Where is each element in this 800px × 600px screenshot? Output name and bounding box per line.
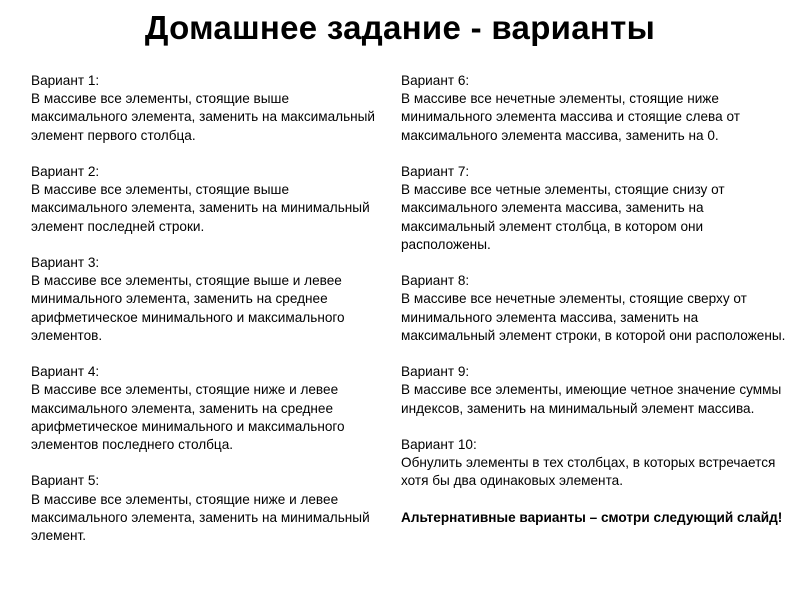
variant-text: В массиве все нечетные элементы, стоящие сверху от минимального элемента массива, заменить на максимальный элемент строки, в которой они расположены. bbox=[401, 291, 786, 343]
variant-text: В массиве все элементы, стоящие ниже и левее максимального элемента, заменить на среднее арифметическое минимального и максимального элементов последнего столбца. bbox=[31, 382, 345, 453]
variant-text: Обнулить элементы в тех столбцах, в которых встречается хотя бы два одинаковых элемента. bbox=[401, 455, 776, 489]
right-column bbox=[401, 72, 786, 527]
variant-8 bbox=[401, 272, 786, 345]
left-column bbox=[31, 72, 381, 563]
variant-5 bbox=[31, 472, 381, 545]
variant-text: В массиве все нечетные элементы, стоящие ниже минимального элемента массива и стоящие слева от максимального элемента массива, заменить на 0. bbox=[401, 91, 740, 143]
variant-text: В массиве все элементы, имеющие четное значение суммы индексов, заменить на минимальный элемент массива. bbox=[401, 382, 782, 416]
variant-1 bbox=[31, 72, 381, 145]
variant-2 bbox=[31, 163, 381, 236]
variant-heading: Вариант 3: bbox=[31, 255, 100, 270]
variant-9 bbox=[401, 363, 786, 418]
variant-text: В массиве все элементы, стоящие выше и левее минимального элемента, заменить на среднее арифметическое минимального и максимального элементов. bbox=[31, 273, 345, 343]
variant-text: В массиве все элементы, стоящие ниже и левее максимального элемента, заменить на минимальный элемент. bbox=[31, 491, 370, 544]
variant-heading: Вариант 9: bbox=[401, 364, 470, 380]
variant-heading: Вариант 2: bbox=[31, 164, 100, 179]
variant-text: В массиве все четные элементы, стоящие снизу от максимального элемента массива, заменить на максимальный элемент столбца, в котором они расположены. bbox=[401, 182, 725, 252]
variant-3 bbox=[31, 254, 381, 345]
variant-text: В массиве все элементы, стоящие выше максимального элемента, заменить на минимальный элемент последней строки. bbox=[31, 182, 370, 234]
variant-text: В массиве все элементы, стоящие выше максимального элемента, заменить на максимальный элемент первого столбца. bbox=[31, 91, 376, 143]
variant-heading: Вариант 1: bbox=[31, 73, 100, 88]
variant-heading: Вариант 7: bbox=[401, 164, 470, 179]
variant-heading: Вариант 8: bbox=[401, 273, 470, 289]
slide-title: Домашнее задание - варианты bbox=[144, 9, 656, 46]
variant-7 bbox=[401, 163, 786, 254]
variant-10 bbox=[401, 436, 786, 491]
footer-note: Альтернативные варианты – смотри следующий слайд! bbox=[401, 509, 783, 525]
variant-4 bbox=[31, 363, 381, 454]
variant-heading: Вариант 6: bbox=[401, 73, 470, 88]
variant-heading: Вариант 4: bbox=[31, 364, 100, 380]
variant-6 bbox=[401, 72, 786, 145]
variant-heading: Вариант 5: bbox=[31, 473, 100, 489]
variant-heading: Вариант 10: bbox=[401, 437, 477, 452]
